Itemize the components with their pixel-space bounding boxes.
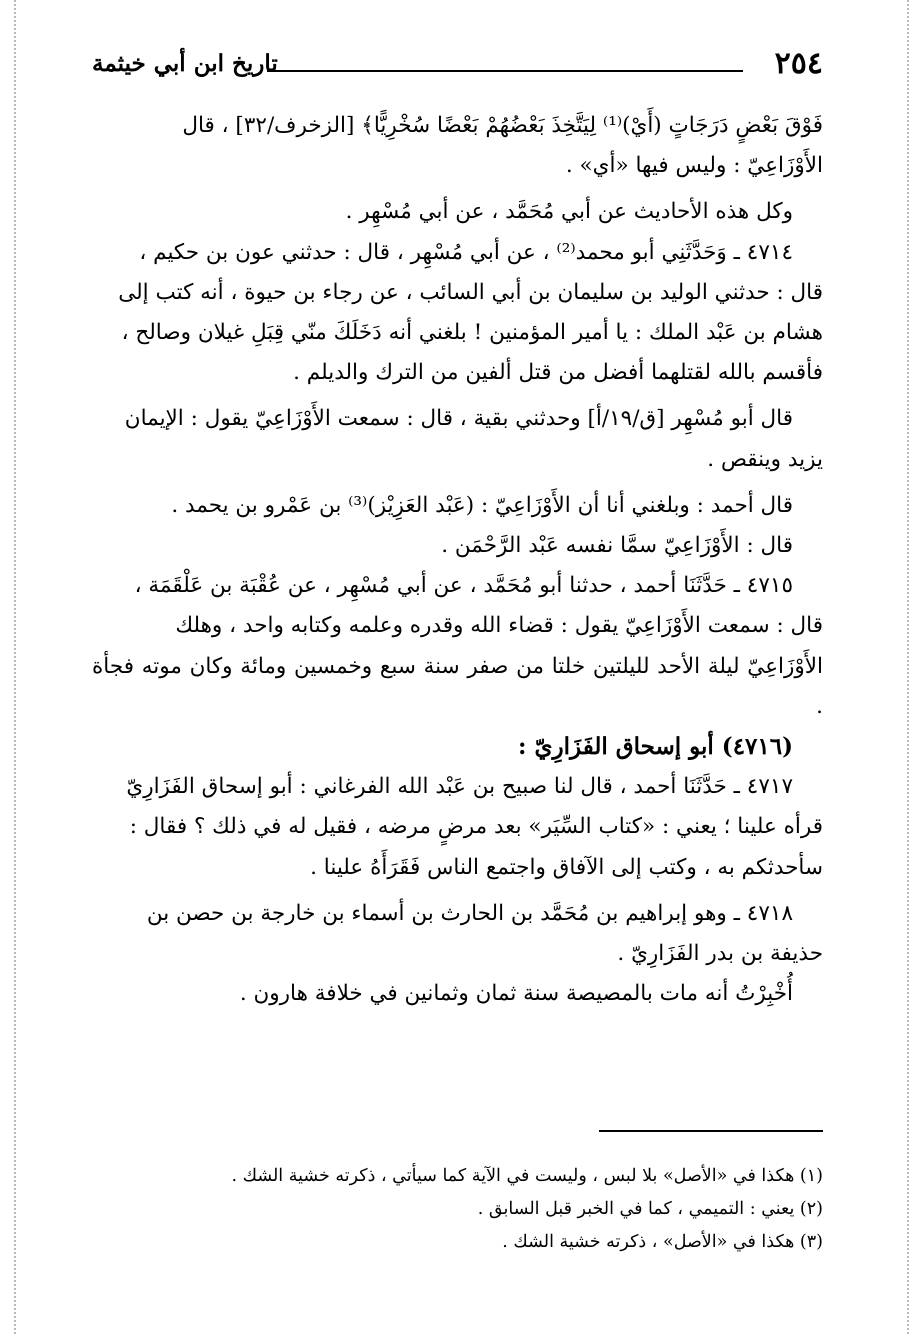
text-line: أُخْبِرْتُ أنه مات بالمصيصة سنة ثمان وثمانين في خلافة هارون . bbox=[239, 981, 793, 1007]
footnote: (٢) يعني : التميمي ، كما في الخبر قبل السابق . bbox=[477, 1199, 823, 1219]
page-number: ٢٥٤ bbox=[774, 46, 823, 81]
text-line: قال أحمد : وبلغني أنا أن الأَوْزَاعِيّ : (عَبْد العَزِيْز)⁽³⁾ بن عَمْرو بن يحمد . bbox=[171, 492, 793, 518]
text-line: قرأه علينا ؛ يعني : «كتاب السِّيَر» بعد مرضٍ مرضه ، فقيل له في ذلك ؟ فقال : bbox=[129, 814, 823, 840]
footnote-rule bbox=[599, 1130, 823, 1132]
text-line: هشام بن عَبْد الملك : يا أمير المؤمنين ! بلغني أنه دَخَلَكَ منّي قِبَلِ غيلان وصالح ، bbox=[121, 320, 823, 346]
text-line: قال : سمعت الأَوْزَاعِيّ يقول : قضاء الله وقدره وعلمه وكتابه واحد ، وهلك bbox=[175, 613, 823, 639]
page-edge-right bbox=[907, 0, 909, 1334]
hadith-4714: ٤٧١٤ ـ وَحَدَّثَنِي أبو محمد⁽²⁾ ، عن أبي مُسْهِر ، قال : حدثني عون بن حكيم ، bbox=[139, 239, 793, 265]
text-line: الأَوْزَاعِيّ ليلة الأحد لليلتين خلتا من صفر سنة سبع وخمسين ومائة وكان موته فجأة . bbox=[92, 653, 823, 719]
text-line: يزيد وينقص . bbox=[707, 446, 823, 472]
running-title: تاريخ ابن أبي خيثمة bbox=[92, 50, 278, 77]
section-heading: (٤٧١٦) أبو إسحاق الفَزَارِيّ : bbox=[518, 733, 793, 761]
text-line: سأحدثكم به ، وكتب إلى الآفاق واجتمع الناس فَقَرَأَهُ علينا . bbox=[310, 854, 823, 880]
text-line: وكل هذه الأحاديث عن أبي مُحَمَّد ، عن أبي مُسْهِر . bbox=[345, 199, 793, 225]
page-edge-left bbox=[14, 0, 16, 1334]
text-line: حذيفة بن بدر الفَزَارِيّ . bbox=[617, 941, 823, 967]
page-header bbox=[92, 44, 823, 88]
hadith-4715: ٤٧١٥ ـ حَدَّثَنَا أحمد ، حدثنا أبو مُحَمَّد ، عن أبي مُسْهِر ، عن عُقْبَة بن عَلْقَمَة ، bbox=[134, 573, 793, 599]
footnote: (١) هكذا في «الأصل» بلا لبس ، وليست في الآية كما سيأتي ، ذكرته خشية الشك . bbox=[231, 1166, 823, 1186]
text-line: الأَوْزَاعِيّ : وليس فيها «أي» . bbox=[565, 153, 823, 179]
hadith-4718: ٤٧١٨ ـ وهو إبراهيم بن مُحَمَّد بن الحارث بن أسماء بن خارجة بن حصن بن bbox=[146, 900, 793, 926]
hadith-4717: ٤٧١٧ ـ حَدَّثَنَا أحمد ، قال لنا صبيح بن عَبْد الله الفرغاني : أبو إسحاق الفَزَارِيّ bbox=[126, 774, 793, 800]
main-text bbox=[92, 106, 823, 1014]
footnotes bbox=[92, 1160, 823, 1259]
text-line: قال أبو مُسْهِر [ق/١٩/أ] وحدثني بقية ، قال : سمعت الأَوْزَاعِيّ يقول : الإيمان bbox=[124, 406, 793, 432]
header-rule bbox=[267, 70, 743, 72]
footnote: (٣) هكذا في «الأصل» ، ذكرته خشية الشك . bbox=[502, 1232, 823, 1252]
text-line: قال : حدثني الوليد بن سليمان بن أبي السائب ، عن رجاء بن حيوة ، أنه كتب إلى bbox=[118, 279, 823, 305]
text-line: فأقسم بالله لقتلهما أفضل من قتل ألفين من الترك والديلم . bbox=[293, 360, 823, 386]
text-line: قال : الأَوْزَاعِيّ سمَّا نفسه عَبْد الرَّحْمَن . bbox=[441, 533, 793, 559]
text-line: فَوْقَ بَعْضٍ دَرَجَاتٍ (أَيْ)⁽¹⁾ لِيَتَّخِذَ بَعْضُهُمْ بَعْضًا سُخْرِيًّا﴾ [الزخرف/٣٢] ، قال bbox=[182, 113, 823, 138]
